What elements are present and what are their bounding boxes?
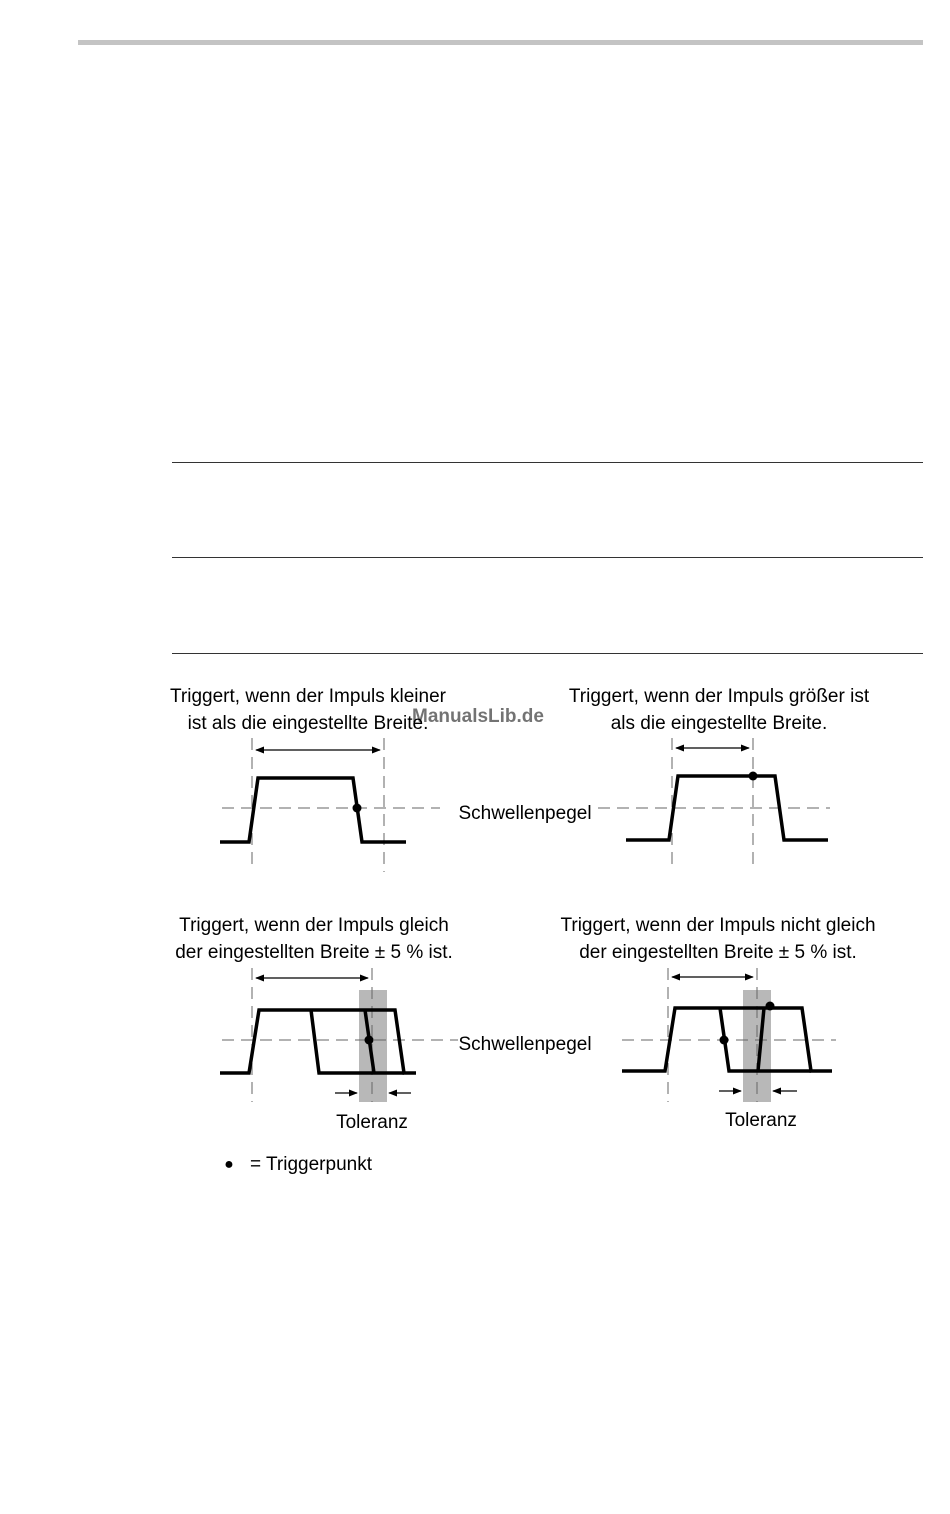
panel-tl-caption-line2: ist als die eingestellte Breite. bbox=[187, 713, 429, 734]
panel-bl-caption-line2: der eingestellten Breite ± 5 % ist. bbox=[175, 942, 453, 963]
panel-bl-caption-line1: Triggert, wenn der Impuls gleich bbox=[179, 915, 449, 936]
watermark-text: ManualsLib.de bbox=[412, 706, 544, 727]
tolerance-label-right: Toleranz bbox=[725, 1110, 797, 1131]
legend-marker: ● bbox=[224, 1156, 234, 1173]
panel-tl-caption-line1: Triggert, wenn der Impuls kleiner bbox=[170, 686, 446, 707]
legend bbox=[224, 1154, 373, 1175]
threshold-label-bottom: Schwellenpegel bbox=[458, 1034, 592, 1055]
panel-tr-caption-line1: Triggert, wenn der Impuls größer ist bbox=[568, 686, 870, 707]
panel-not-equal bbox=[560, 915, 875, 1131]
trigger-point bbox=[353, 804, 362, 813]
threshold-label-top: Schwellenpegel bbox=[458, 803, 592, 824]
panel-tr-caption-line2: als die eingestellte Breite. bbox=[610, 713, 828, 734]
pulse-waveform bbox=[220, 778, 406, 842]
legend-text: = Triggerpunkt bbox=[250, 1154, 372, 1175]
tolerance-band bbox=[359, 990, 387, 1102]
tolerance-label-left: Toleranz bbox=[336, 1112, 408, 1133]
trigger-point bbox=[365, 1036, 374, 1045]
panel-br-caption-line2: der eingestellten Breite ± 5 % ist. bbox=[579, 942, 857, 963]
panel-less-than bbox=[170, 686, 447, 872]
trigger-point bbox=[749, 772, 758, 781]
pulse-waveform-narrow bbox=[311, 1010, 404, 1073]
panel-greater-than bbox=[569, 686, 870, 870]
trigger-point-narrow bbox=[720, 1036, 729, 1045]
panel-br-caption-line1: Triggert, wenn der Impuls nicht gleich bbox=[560, 915, 876, 936]
trigger-point-wide bbox=[766, 1002, 775, 1011]
panel-equal bbox=[175, 915, 458, 1133]
